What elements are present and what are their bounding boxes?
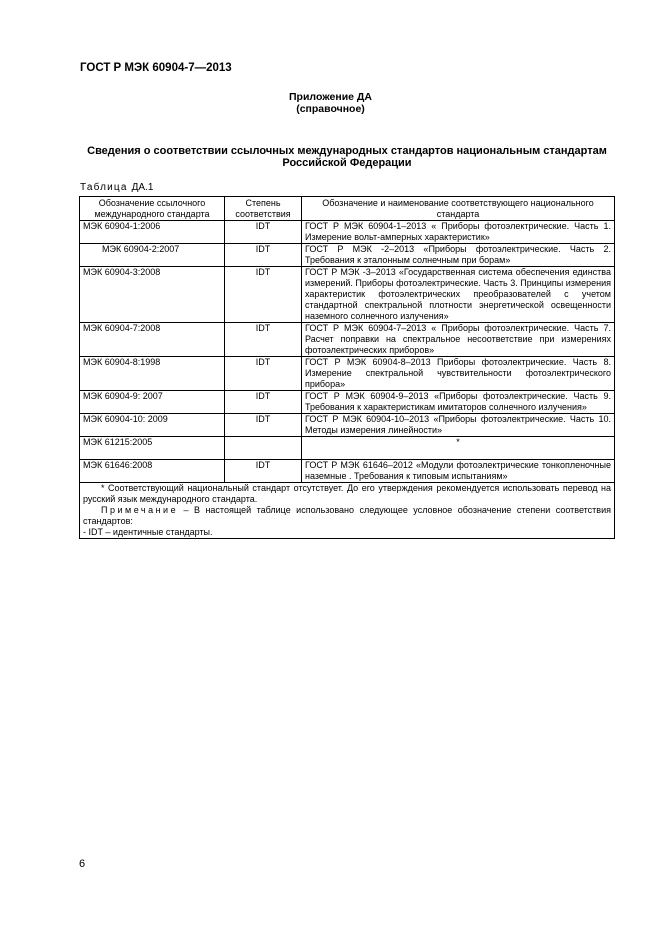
table-row <box>80 357 615 391</box>
national-standard-cell: ГОСТ Р МЭК -3–2013 «Государственная система обеспечения единства измерений. Приборы фотоэлектрические. Часть 3. Принципы измерения характеристик фотоэлектрических преобразователей с учетом стандартной спектральной плотности энергетической освещенности наземного солнечного излучения» <box>302 267 615 323</box>
table-notes-cell <box>80 483 615 539</box>
header-degree: Степень соответствия <box>225 197 302 221</box>
note-text: – В настоящей таблице использовано следующее условное обозначение степени соответствия стандартов: <box>83 505 611 526</box>
appendix-subtitle: (справочное) <box>296 103 365 115</box>
table-row <box>80 267 615 323</box>
header-national-standard: Обозначение и наименование соответствующего национального стандарта <box>302 197 615 221</box>
note-label: Примечание <box>101 505 179 515</box>
table-notes-row <box>80 483 615 539</box>
degree-cell: IDT <box>225 414 302 437</box>
table-row <box>80 323 615 357</box>
national-standard-cell: * <box>302 437 615 460</box>
table-caption <box>80 182 153 193</box>
standards-table <box>79 196 615 539</box>
footnote: * Соответствующий национальный стандарт отсутствует. До его утверждения рекомендуется использовать перевод на русский язык международного стандарта. <box>83 483 611 504</box>
degree-cell: IDT <box>225 267 302 323</box>
degree-cell: IDT <box>225 357 302 391</box>
header-intl-standard: Обозначение ссылочного международного стандарта <box>80 197 225 221</box>
table-caption-number: ДА.1 <box>131 182 154 193</box>
degree-cell: IDT <box>225 391 302 414</box>
table-header-row <box>80 197 615 221</box>
national-standard-cell: ГОСТ Р МЭК 60904-8–2013 Приборы фотоэлектрические. Часть 8. Измерение спектральной чувствительности фотоэлектрического прибора» <box>302 357 615 391</box>
page-number: 6 <box>79 858 86 870</box>
intl-standard-cell: МЭК 60904-2:2007 <box>80 244 225 267</box>
degree-cell: IDT <box>225 460 302 483</box>
table-caption-prefix: Таблица <box>80 182 128 193</box>
note <box>83 505 611 527</box>
table-row <box>80 437 615 460</box>
document-header: ГОСТ Р МЭК 60904-7—2013 <box>80 62 232 74</box>
appendix-title: Приложение ДА <box>289 91 372 103</box>
intl-standard-cell: МЭК 60904-1:2006 <box>80 221 225 244</box>
intl-standard-cell: МЭК 61646:2008 <box>80 460 225 483</box>
intl-standard-cell: МЭК 60904-9: 2007 <box>80 391 225 414</box>
intl-standard-cell: МЭК 60904-10: 2009 <box>80 414 225 437</box>
appendix-heading <box>0 91 661 115</box>
table-row <box>80 244 615 267</box>
national-standard-cell: ГОСТ Р МЭК 60904-7–2013 « Приборы фотоэлектрические. Часть 7. Расчет поправки на спектральное несоответствие при измерениях фотоэлектрических приборов» <box>302 323 615 357</box>
national-standard-cell: ГОСТ Р МЭК 61646–2012 «Модули фотоэлектрические тонкопленочные наземные . Требования к типовым испытаниям» <box>302 460 615 483</box>
national-standard-cell: ГОСТ Р МЭК 60904-9–2013 «Приборы фотоэлектрические. Часть 9. Требования к характеристикам имитаторов солнечного излучения» <box>302 391 615 414</box>
table-row <box>80 460 615 483</box>
national-standard-cell: ГОСТ Р МЭК 60904-1–2013 « Приборы фотоэлектрические. Часть 1. Измерение вольт-амперных характеристик» <box>302 221 615 244</box>
table-row <box>80 221 615 244</box>
degree-cell: IDT <box>225 323 302 357</box>
table-row <box>80 414 615 437</box>
degree-cell <box>225 437 302 460</box>
degree-cell: IDT <box>225 244 302 267</box>
national-standard-cell: ГОСТ Р МЭК -2–2013 «Приборы фотоэлектрические. Часть 2. Требования к эталонным солнечным при борам» <box>302 244 615 267</box>
national-standard-cell: ГОСТ Р МЭК 60904-10–2013 «Приборы фотоэлектрические. Часть 10. Методы измерения линейности» <box>302 414 615 437</box>
intl-standard-cell: МЭК 60904-3:2008 <box>80 267 225 323</box>
note-item: - IDT – идентичные стандарты. <box>83 527 213 537</box>
degree-cell: IDT <box>225 221 302 244</box>
intl-standard-cell: МЭК 60904-8:1998 <box>80 357 225 391</box>
section-title: Сведения о соответствии ссылочных международных стандартов национальным стандартам Российской Федерации <box>87 145 607 169</box>
table-row <box>80 391 615 414</box>
intl-standard-cell: МЭК 61215:2005 <box>80 437 225 460</box>
intl-standard-cell: МЭК 60904-7:2008 <box>80 323 225 357</box>
